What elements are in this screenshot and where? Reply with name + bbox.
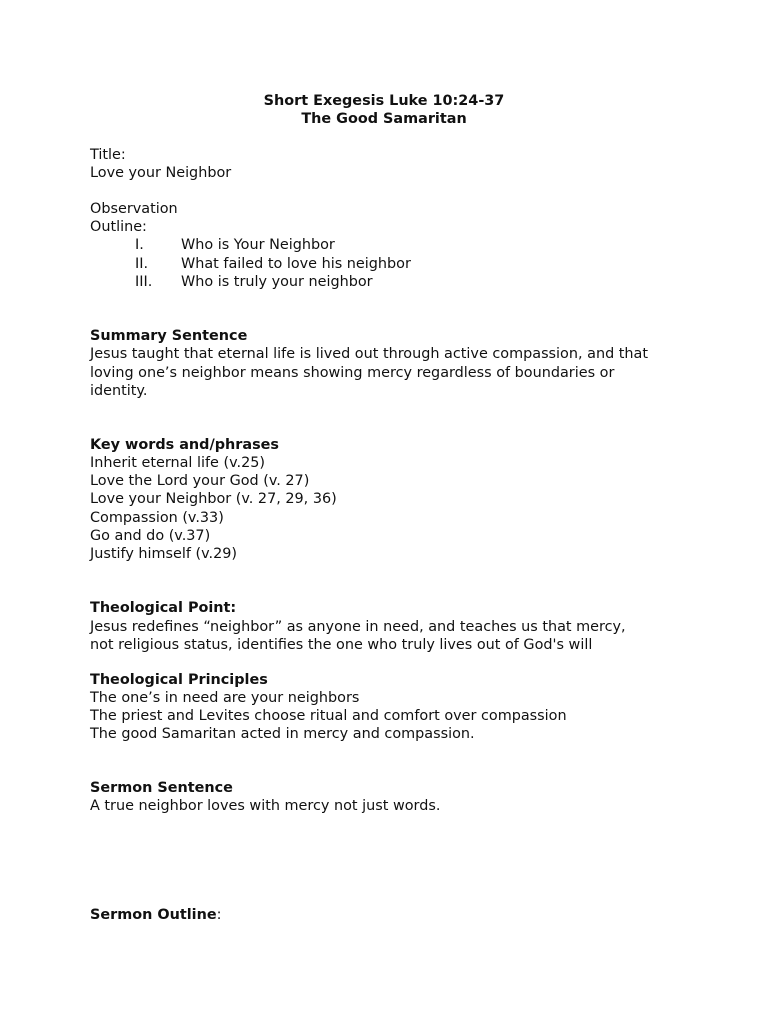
outline-item-number: III. bbox=[135, 274, 153, 290]
theological-point-heading: Theological Point: bbox=[90, 600, 237, 616]
key-words-heading: Key words and/phrases bbox=[90, 437, 279, 453]
theological-point-line: not religious status, identifies the one who truly lives out of God's will bbox=[90, 637, 593, 653]
theological-principle-item: The one’s in need are your neighbors bbox=[90, 690, 360, 706]
title-label: Title: bbox=[90, 147, 126, 163]
theological-principle-item: The priest and Levites choose ritual and comfort over compassion bbox=[90, 708, 567, 724]
document-title: Short Exegesis Luke 10:24-37 bbox=[263, 93, 505, 109]
title-value: Love your Neighbor bbox=[90, 165, 232, 181]
outline-item-number: I. bbox=[135, 237, 144, 253]
key-word-item: Go and do (v.37) bbox=[90, 528, 211, 544]
document-subtitle: The Good Samaritan bbox=[301, 111, 467, 127]
outline-label: Outline: bbox=[90, 219, 147, 235]
outline-item-text: What failed to love his neighbor bbox=[181, 256, 411, 272]
key-word-item: Compassion (v.33) bbox=[90, 510, 224, 526]
observation-label: Observation bbox=[90, 201, 178, 217]
theological-principle-item: The good Samaritan acted in mercy and compassion. bbox=[90, 726, 475, 742]
sermon-outline-heading: Sermon Outline bbox=[90, 907, 217, 923]
key-word-item: Love the Lord your God (v. 27) bbox=[90, 473, 310, 489]
sermon-outline-line bbox=[90, 906, 221, 924]
theological-point-line: Jesus redefines “neighbor” as anyone in need, and teaches us that mercy, bbox=[90, 619, 626, 635]
summary-line: loving one’s neighbor means showing mercy regardless of boundaries or bbox=[90, 365, 615, 381]
outline-item-number: II. bbox=[135, 256, 149, 272]
summary-line: Jesus taught that eternal life is lived out through active compassion, and that bbox=[90, 346, 649, 362]
key-word-item: Justify himself (v.29) bbox=[90, 546, 238, 562]
theological-principles-heading: Theological Principles bbox=[90, 672, 268, 688]
outline-item-text: Who is truly your neighbor bbox=[181, 274, 373, 290]
sermon-sentence-text: A true neighbor loves with mercy not just words. bbox=[90, 798, 441, 814]
key-word-item: Inherit eternal life (v.25) bbox=[90, 455, 265, 471]
sermon-sentence-heading: Sermon Sentence bbox=[90, 780, 233, 796]
summary-heading: Summary Sentence bbox=[90, 328, 248, 344]
key-word-item: Love your Neighbor (v. 27, 29, 36) bbox=[90, 491, 337, 507]
sermon-outline-colon: : bbox=[216, 907, 222, 923]
outline-item-text: Who is Your Neighbor bbox=[181, 237, 335, 253]
summary-line: identity. bbox=[90, 383, 148, 399]
